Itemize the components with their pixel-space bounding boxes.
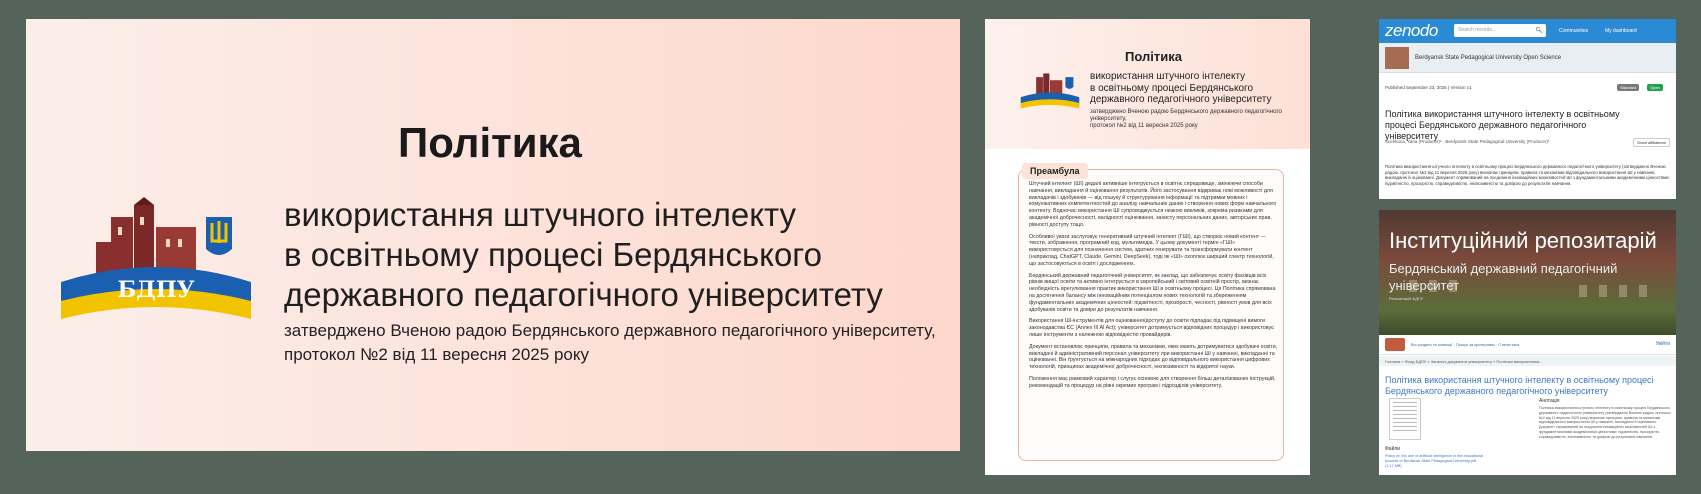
paragraph: Використання ШІ-інструментів для оцінювання/доступу до освіти підпадає під підвищені вимоги законодавства ЄС (Annex III AI Act); університет дотримується відповідних процедур і використовує лише інструменти з належною відповідністю провайдерів. bbox=[1029, 318, 1274, 338]
annotation-text: Політика використання штучного інтелекту в освітньому процесі Бердянського державного педагогічного університету (затверджено Вченою радою, протокол №2 від 11 вересня 2025 року) визначає принципи, правила та механізми відповідального використання ШІ у навчанні, викладанні й оцінюванні. Документ спрямований на поєднання інноваційних можливостей ШІ з фундаментальними академічними цінностями: підзвітністю, прозорістю, справедливістю, інклюзивністю та довірою до результатів навчання. bbox=[1539, 406, 1671, 439]
resource-type-badge: Standard bbox=[1617, 84, 1639, 91]
files-label: Файли bbox=[1385, 446, 1401, 452]
zenodo-record-page bbox=[1379, 19, 1676, 199]
preamble-title: Преамбула bbox=[1022, 163, 1088, 179]
access-badge: Open bbox=[1647, 84, 1663, 91]
paragraph: Штучний інтелект (ШІ) дедалі активніше інтегрується в освітнє середовище, змінюючи способи навчання, викладання й оцінювання результатів. Його застосування відкриває нові можливості для викладачів і здобувачів — від пошуку й структурування інформації та підтримки мовних і комунікативних компетентностей до аналізу навчальних даних і створення нових форм навчального контенту. Водночас використання ШІ супроводжується низкою викликів, зокрема ризиками для академічної доброчесності, валідності оцінювання, захисту персональних даних, авторських прав, рівності доступу тощо. bbox=[1029, 181, 1277, 228]
document-subtitle: використання штучного інтелекту в освітньому процесі Бердянського державного педагогічного університету bbox=[1090, 71, 1272, 105]
repository-tagline: Репозитарій БДПУ bbox=[1389, 296, 1424, 301]
breadcrumb[interactable]: Головна » Фонд БДПУ » Загальні документи університету » Політика використання... bbox=[1379, 356, 1676, 366]
paragraph: Положення має рамковий характер і слугує основою для створення більш деталізованих інструкцій, рекомендацій та процедур на рівні окремих програм і підрозділів університету. bbox=[1029, 375, 1276, 389]
svg-text:БДПУ: БДПУ bbox=[117, 277, 195, 303]
paragraph: Особливої уваги заслуговує генеративний штучний інтелект (ГШІ), що створює новий контент — тексти, зображення, програмний код, мультимедіа. У цьому документі термін «ГШІ» використовується для позначення систем, здатних генерувати та трансформувати контент (наприклад, ChatGPT, Claude, Gemini, DeepSeek), тоді як «ШІ» охоплює ширший спектр технологій, що застосовуються в освіті і дослідженнях. bbox=[1029, 233, 1274, 267]
item-title: Політика використання штучного інтелекту в освітньому процесі Бердянського державного педагогічного університету bbox=[1385, 375, 1654, 396]
bdpu-logo-icon bbox=[56, 197, 256, 327]
record-title: Політика використання штучного інтелекту в освітньому процесі Бердянського державного педагогічного університету bbox=[1385, 109, 1620, 141]
zenodo-header bbox=[1379, 19, 1676, 43]
record-description: Політика використання штучного інтелекту в освітньому процесі Бердянського державного педагогічного університету (затверджено Вченою радою, протокол №2 від 11 вересня 2025 року) визначає принципи, правила та механізми відповідального використання ШІ у навчанні, викладанні й оцінюванні. Документ спрямований на поєднання інноваційних можливостей ШІ з фундаментальними академічними цінностями: підзвітністю, прозорістю, справедливістю, інклюзивністю та довірою до результатів навчання. bbox=[1385, 164, 1670, 186]
community-logo bbox=[1385, 47, 1409, 69]
page-title: Політика bbox=[398, 119, 582, 166]
nav-dashboard[interactable]: My dashboard bbox=[1605, 28, 1637, 34]
paragraph: Документ встановлює принципи, правила та механізми, яких мають дотримуватися здобувачі освіти, викладачі й адміністративний персонал університету при використанні ШІ у навчанні, викладанні та оцінюванні. Він ґрунтується на міжнародних підходах до відповідального використання цифрових технологій, принципах академічної доброчесності, інклюзивності та відкритої науки. bbox=[1029, 343, 1278, 371]
nav-communities[interactable]: Communities bbox=[1559, 28, 1589, 34]
repository-subheading: Бердянський державний педагогічний університет bbox=[1389, 261, 1618, 293]
repository-navbar bbox=[1379, 335, 1676, 355]
search-icon[interactable]: 🔍︎ bbox=[1535, 28, 1543, 34]
zenodo-logo[interactable]: zenodo bbox=[1385, 21, 1438, 40]
community-bar[interactable] bbox=[1379, 43, 1676, 73]
publication-date: Published September 23, 2025 | Version v1 bbox=[1385, 85, 1472, 90]
repository-heading: Інституційний репозитарій bbox=[1389, 228, 1657, 253]
search-input[interactable]: Search records... 🔍︎ bbox=[1454, 24, 1546, 37]
login-link[interactable]: Увійти bbox=[1655, 341, 1670, 347]
repository-logo[interactable] bbox=[1385, 338, 1405, 351]
document-title: Політика bbox=[1125, 49, 1182, 64]
document-approval-note: затверджено Вченою радою Бердянського державного педагогічного університету, протокол №2 від 11 вересня 2025 року bbox=[1090, 109, 1282, 129]
paragraph: Бердянський державний педагогічний університет, як заклад, що забезпечує освіту фахівців всіх рівнів вищої освіти та активно інтегрується в європейський і світовий освітній простір, визнає необхідність врегулювання практик використання ШІ в освітньому процесі. Ця Політика спрямована на досягнення балансу між інноваційним потенціалом нових технологій та збереженням фундаментальних академічних цінностей: підзвітності, прозорості, чесності, рівності умов для всіх здобувачів освіти та довіри до результатів навчання. bbox=[1029, 272, 1276, 313]
document-thumbnail[interactable] bbox=[1389, 398, 1421, 440]
bdpu-logo-small-icon bbox=[1019, 71, 1081, 111]
record-authors[interactable]: Suchkova, Yana (Producer)¹ · Berdyansk State Pedagogical University (Producer)¹ bbox=[1385, 139, 1550, 144]
repository-hero bbox=[1379, 210, 1676, 335]
repository-page bbox=[1379, 210, 1676, 475]
community-name[interactable]: Berdyansk State Pedagogical University Open Science bbox=[1415, 55, 1562, 61]
file-link[interactable]: Policy on the use of artificial intelligence in the educational process of Berdiansk State Pedagogical University.pdf (1.17 MB) bbox=[1385, 454, 1483, 468]
policy-banner bbox=[26, 19, 960, 451]
nav-links[interactable]: Всі розділи та колекції · Пошук за критеріями · Статистика bbox=[1411, 342, 1520, 347]
preamble-text bbox=[1029, 181, 1279, 395]
show-affiliations-button[interactable]: Show affiliations bbox=[1633, 138, 1670, 147]
banner-subtitle: використання штучного інтелекту в освітньому процесі Бердянського державного педагогічного університету bbox=[284, 196, 883, 313]
approval-note: затверджено Вченою радою Бердянського державного педагогічного університету, протокол №2 від 11 вересня 2025 року bbox=[284, 321, 936, 364]
document-page bbox=[985, 19, 1310, 475]
annotation-label: Анотація bbox=[1539, 398, 1560, 404]
